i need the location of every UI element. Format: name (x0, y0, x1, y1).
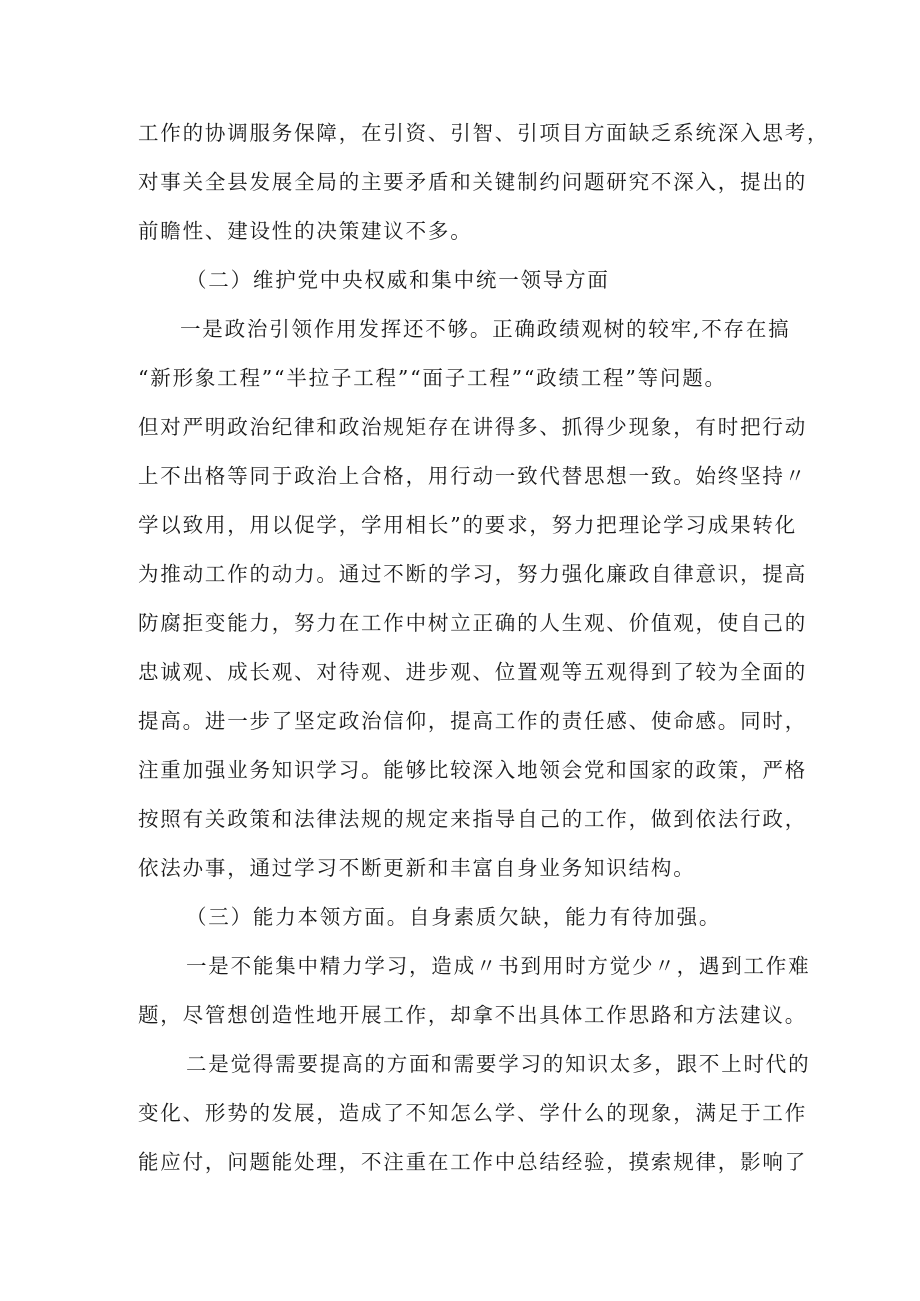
text-line: “新形象工程”“半拉子工程”“面子工程”“政绩工程”等问题。 (138, 366, 727, 390)
text-line: 依法办事，通过学习不断更新和丰富自身业务知识结构。 (138, 856, 696, 880)
text-line: 工作的协调服务保障，在引资、引智、引项目方面缺乏系统深入思考， (138, 121, 830, 145)
text-line: 为推动工作的动力。通过不断的学习，努力强化廉政自律意识，提高 (138, 562, 807, 586)
text-line: 但对严明政治纪律和政治规矩存在讲得多、抓得少现象，有时把行动 (138, 415, 807, 439)
section-heading: （二）维护党中央权威和集中统一领导方面 (186, 268, 610, 292)
section-heading: （三）能力本领方面。自身素质欠缺，能力有待加强。 (186, 905, 722, 929)
text-line: 学以致用，用以促学，学用相长”的要求，努力把理论学习成果转化 (138, 513, 797, 537)
text-line: 提高。进一步了坚定政治信仰，提高工作的责任感、使命感。同时， (138, 709, 807, 733)
text-line: 按照有关政策和法律法规的规定来指导自己的工作，做到依法行政， (138, 807, 807, 831)
text-line: 能应付，问题能处理，不注重在工作中总结经验，摸索规律，影响了 (138, 1150, 807, 1174)
text-line: 变化、形势的发展，造成了不知怎么学、学什么的现象，满足于工作 (138, 1101, 807, 1125)
text-line: 对事关全县发展全局的主要矛盾和关键制约问题研究不深入，提出的 (138, 170, 807, 194)
text-line: 一是政治引领作用发挥还不够。正确政绩观树的较牢,不存在搞 (180, 317, 791, 341)
text-line: 防腐拒变能力，努力在工作中树立正确的人生观、价值观，使自己的 (138, 611, 807, 635)
text-line: 二是觉得需要提高的方面和需要学习的知识太多，跟不上时代的 (186, 1052, 811, 1076)
text-line: 上不出格等同于政治上合格，用行动一致代替思想一致。始终坚持〃 (138, 464, 807, 488)
text-line: 题，尽管想创造性地开展工作，却拿不出具体工作思路和方法建议。 (138, 1003, 807, 1027)
text-line: 一是不能集中精力学习，造成〃书到用时方觉少〃，遇到工作难 (186, 954, 811, 978)
text-line: 忠诚观、成长观、对待观、进步观、位置观等五观得到了较为全面的 (138, 660, 807, 684)
text-line: 前瞻性、建设性的决策建议不多。 (138, 219, 473, 243)
text-line: 注重加强业务知识学习。能够比较深入地领会党和国家的政策，严格 (138, 758, 807, 782)
